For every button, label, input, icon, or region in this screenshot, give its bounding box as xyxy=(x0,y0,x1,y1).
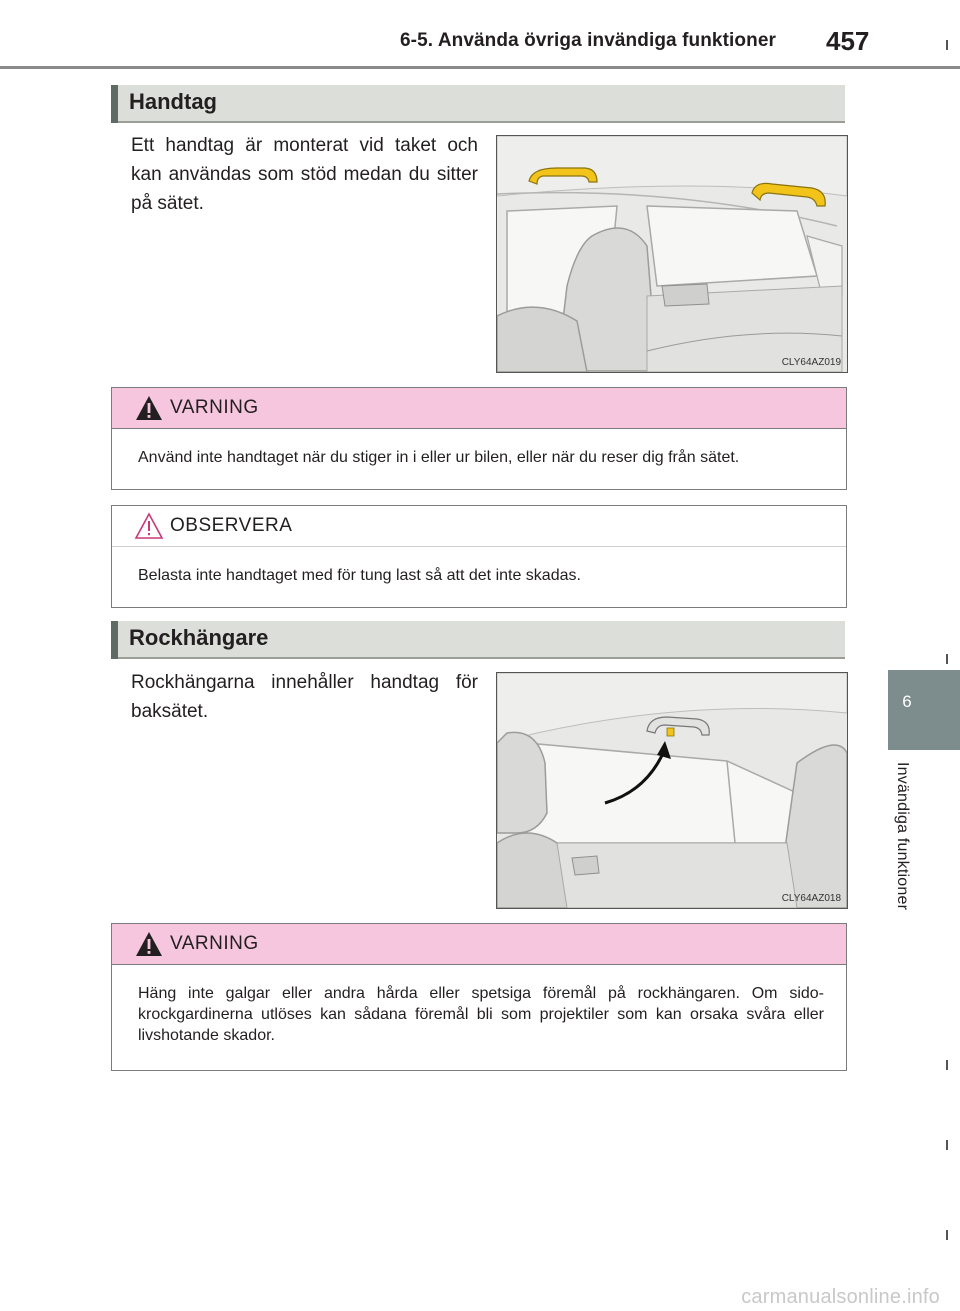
header-rule xyxy=(0,66,960,69)
watermark: carmanualsonline.info xyxy=(741,1286,940,1308)
figure-coat-hook xyxy=(496,672,848,909)
warning-text: Använd inte handtaget när du stiger in i eller ur bilen, eller när du reser dig från sätet. xyxy=(138,449,740,466)
notice-box xyxy=(111,505,847,608)
figure-grab-handle xyxy=(496,135,848,373)
section-header-handtag xyxy=(111,85,845,123)
caution-triangle-icon xyxy=(134,512,164,540)
grab-handle-illustration xyxy=(497,136,847,372)
crop-mark xyxy=(946,40,948,50)
section-header-bar xyxy=(111,85,118,123)
crop-mark xyxy=(946,1060,948,1070)
warning-box xyxy=(111,387,847,490)
section-title: Handtag xyxy=(129,89,217,114)
warning-text: Häng inte galgar eller andra hårda eller spetsiga föremål på rockhängaren. Om sido-krockgardinerna utlöses kan sådana föremål bli som projektiler som kan orsaka svåra eller livshotande skador. xyxy=(138,985,824,1044)
warning-title: VARNING xyxy=(170,933,259,954)
crop-mark xyxy=(946,1230,948,1240)
section-body-text: Ett handtag är monterat vid taket och kan användas som stöd medan du sitter på sätet. xyxy=(131,135,478,214)
coat-hook-illustration xyxy=(497,673,847,908)
section-header-rockhangare xyxy=(111,621,845,659)
warning-triangle-icon xyxy=(134,930,164,958)
warning-box xyxy=(111,923,847,1071)
section-title: Rockhängare xyxy=(129,625,269,650)
crop-mark xyxy=(946,654,948,664)
running-header: 6-5. Använda övriga invändiga funktioner xyxy=(400,30,776,51)
notice-text: Belasta inte handtaget med för tung last så att det inte skadas. xyxy=(138,567,581,584)
warning-triangle-icon xyxy=(134,394,164,422)
chapter-tab-number: 6 xyxy=(902,692,912,711)
warning-title: VARNING xyxy=(170,397,259,418)
section-body-text: Rockhängarna innehåller handtag för baksätet. xyxy=(131,672,478,722)
warning-box-header xyxy=(112,388,846,429)
warning-box-header xyxy=(112,924,846,965)
figure-code: CLY64AZ019 xyxy=(781,357,841,368)
notice-title: OBSERVERA xyxy=(170,515,293,536)
crop-mark xyxy=(946,1140,948,1150)
section-header-bar xyxy=(111,621,118,659)
chapter-tab-label: Invändiga funktioner xyxy=(894,762,911,911)
figure-code: CLY64AZ018 xyxy=(781,893,841,904)
notice-box-header xyxy=(112,506,846,547)
page-number: 457 xyxy=(826,26,870,56)
